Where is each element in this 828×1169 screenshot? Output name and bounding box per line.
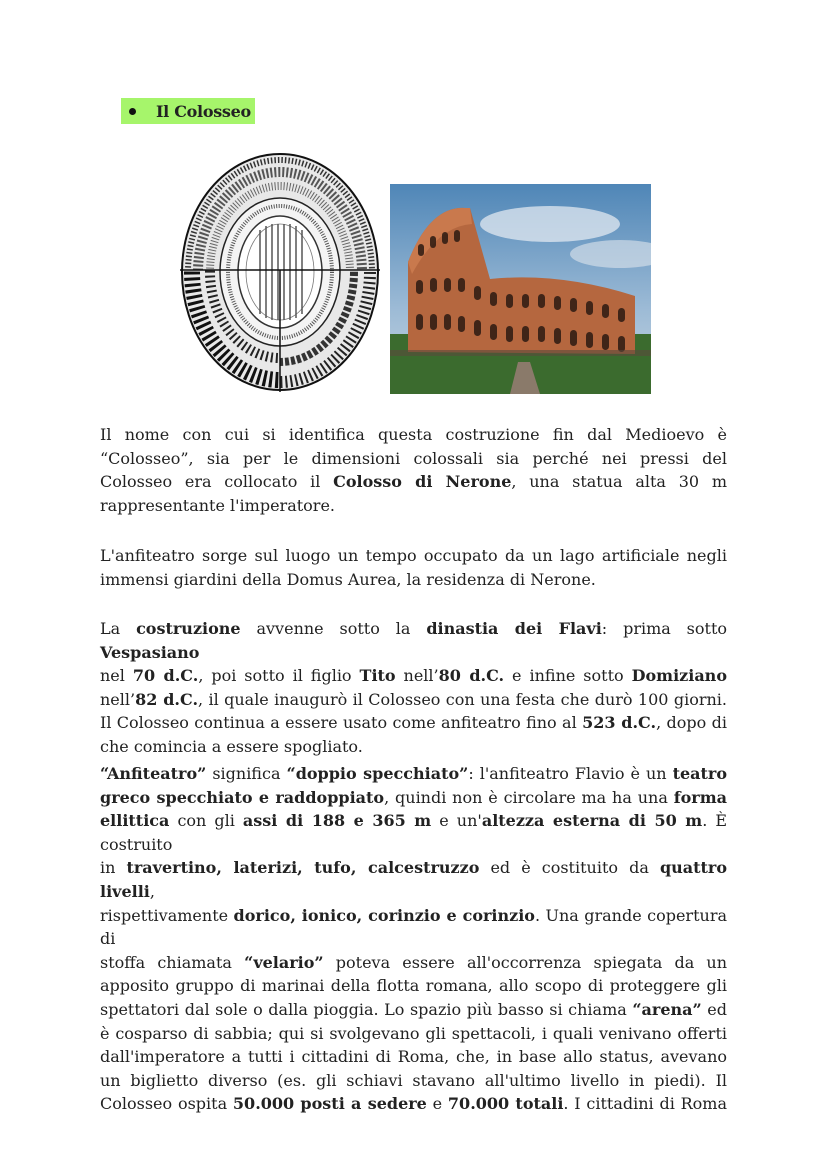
text-line: nell’82 d.C., il quale inaugurò il Colosseo con una festa che durò 100 giorni. (100, 689, 727, 709)
colosseum-photo-image (390, 184, 651, 394)
text-line: un biglietto diverso (es. gli schiavi stavano all'ultimo livello in piedi). Il (100, 1070, 727, 1090)
text-line: Colosseo ospita 50.000 posti a sedere e 70.000 totali. I cittadini di Roma (100, 1094, 728, 1114)
text-line: in travertino, laterizi, tufo, calcestruzzo ed è costituito da quattro livelli, (100, 858, 728, 901)
text-line: Colosseo era collocato il Colosso di Nerone, una statua alta 30 m (100, 472, 728, 492)
paragraph-costruzione (100, 617, 727, 759)
text-line: dall'imperatore a tutti i cittadini di Roma, che, in base allo status, avevano (100, 1047, 727, 1067)
bullet-icon (129, 108, 136, 115)
text-line: rispettivamente dorico, ionico, corinzio e corinzio. Una grande copertura di (100, 905, 728, 949)
text-line: immensi giardini della Domus Aurea, la residenza di Nerone. (100, 569, 596, 589)
text-line: L'anfiteatro sorge sul luogo un tempo occupato da un lago artificiale negli (100, 546, 727, 565)
text-line: greco specchiato e raddoppiato, quindi non è circolare ma ha una forma (100, 787, 728, 807)
text-line: apposito gruppo di marinai della flotta romana, allo scopo di proteggere gli (100, 976, 727, 996)
text-line: spettatori dal sole o dalla pioggia. Lo spazio più basso si chiama “arena” ed (100, 999, 727, 1019)
text-line: La costruzione avvenne sotto la dinastia dei Flavi: prima sotto Vespasiano (100, 619, 728, 662)
text-line: rappresentante l'imperatore. (100, 495, 335, 515)
text-line: Il Colosseo continua a essere usato come anfiteatro fino al 523 d.C., dopo di (100, 713, 728, 733)
text-line: stoffa chiamata “velario” poteva essere all'occorrenza spiegata da un (100, 952, 728, 972)
heading-text: Il Colosseo (156, 101, 251, 121)
text-line: ellittica con gli assi di 188 e 365 m e un'altezza esterna di 50 m. È costruito (100, 811, 728, 854)
paragraph-nome (100, 423, 727, 517)
text-line: Il nome con cui si identifica questa costruzione fin dal Medioevo è (100, 425, 727, 444)
text-line: che comincia a essere spogliato. (100, 736, 363, 756)
text-line: “Anfiteatro” significa “doppio specchiato”: l'anfiteatro Flavio è un teatro (100, 764, 727, 783)
section-heading (121, 98, 255, 124)
text-line: nel 70 d.C., poi sotto il figlio Tito nell’80 d.C. e infine sotto Domiziano (100, 666, 727, 686)
paragraph-anfiteatro-significato (100, 762, 727, 1116)
colosseum-floor-plan-image (180, 152, 380, 392)
text-line: “Colosseo”, sia per le dimensioni colossali sia perché nei pressi del (100, 448, 727, 468)
text-line: è cosparso di sabbia; qui si svolgevano gli spettacoli, i quali venivano offerti (100, 1023, 727, 1043)
paragraph-anfiteatro-luogo (100, 544, 727, 591)
